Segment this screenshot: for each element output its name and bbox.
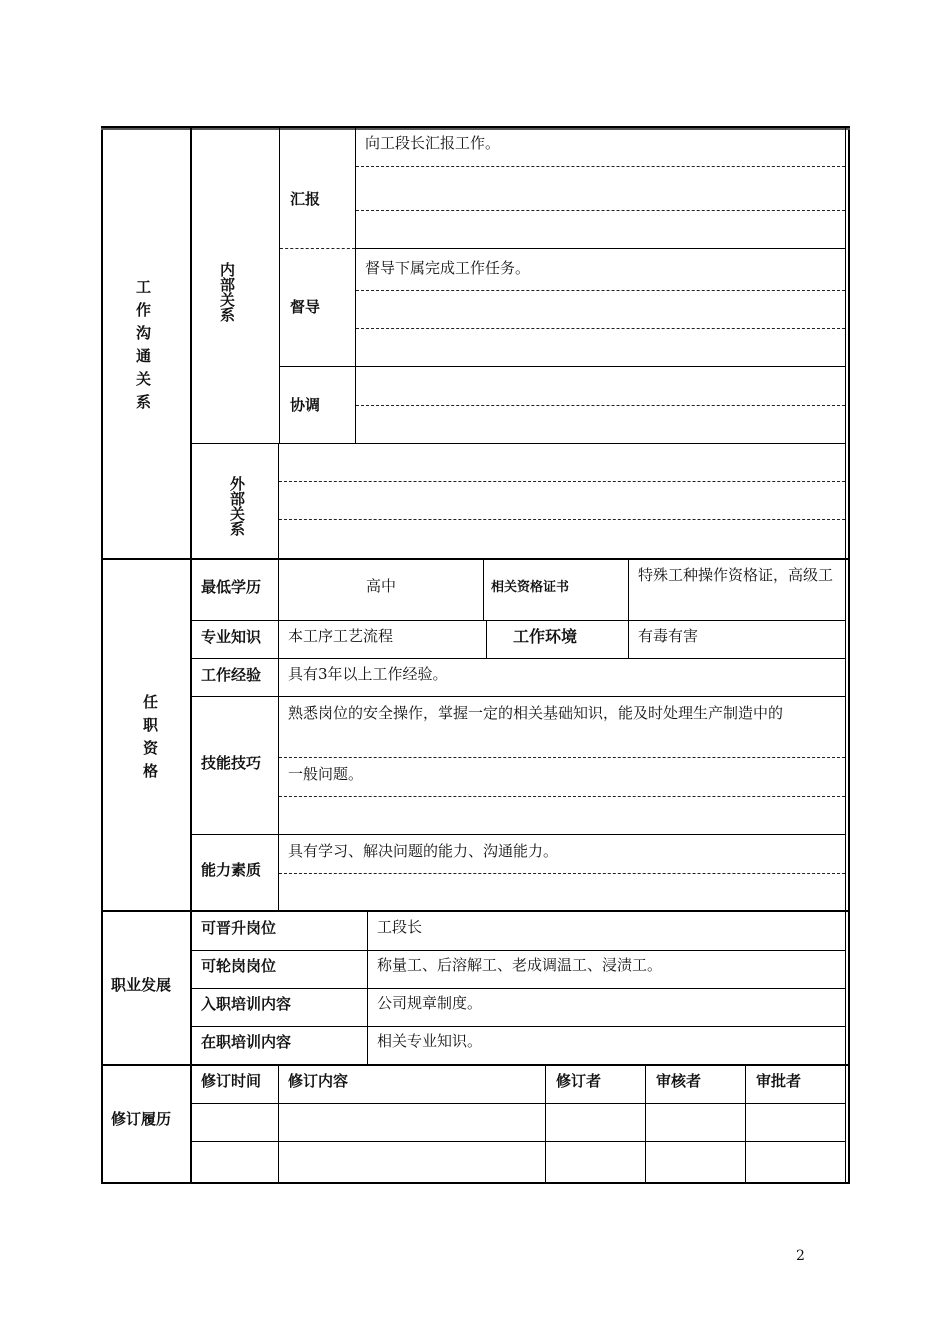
certificate-label: 相关资格证书 — [491, 580, 570, 595]
revision-header-time: 修订时间 — [201, 1072, 262, 1090]
supervise-line-1 — [356, 290, 845, 291]
environment-value: 有毒有害 — [638, 627, 699, 645]
report-line-1 — [356, 166, 845, 167]
skills-line-1: 熟悉岗位的安全操作，掌握一定的相关基础知识，能及时处理生产制造中的 — [288, 704, 784, 722]
career-label-1: 可轮岗岗位 — [201, 957, 277, 975]
revision-header-reviser: 修订者 — [556, 1072, 602, 1090]
certificate-value: 特殊工种操作资格证，高级工 — [638, 566, 834, 584]
career-label-0: 可晋升岗位 — [201, 919, 277, 937]
revision-row-2 — [192, 1141, 845, 1142]
education-label: 最低学历 — [201, 578, 262, 596]
experience-value: 具有3年以上工作经验。 — [288, 665, 448, 683]
revision-header-reviewer: 审核者 — [656, 1072, 702, 1090]
report-label: 汇报 — [290, 190, 321, 208]
coordinate-line-1 — [356, 405, 845, 406]
career-value-2: 公司规章制度。 — [377, 994, 483, 1012]
skills-line-2: 一般问题。 — [288, 765, 364, 783]
supervise-label: 督导 — [290, 298, 321, 316]
supervise-line-2 — [356, 328, 845, 329]
environment-label: 工作环境 — [513, 627, 578, 646]
external-line-1 — [279, 481, 845, 482]
revision-title: 修订履历 — [111, 1110, 172, 1128]
ability-value: 具有学习、解决问题的能力、沟通能力。 — [288, 842, 559, 860]
supervise-text: 督导下属完成工作任务。 — [365, 259, 531, 277]
communication-title: 工作沟通关系 — [134, 279, 152, 417]
external-line-2 — [279, 519, 845, 520]
external-relations-title: 外部关系 — [228, 476, 246, 536]
experience-label: 工作经验 — [201, 666, 262, 684]
internal-relations-title: 内部关系 — [218, 262, 236, 322]
career-label-2: 入职培训内容 — [201, 995, 292, 1013]
career-value-3: 相关专业知识。 — [377, 1032, 483, 1050]
coordinate-label: 协调 — [290, 396, 321, 414]
report-line-2 — [356, 210, 845, 211]
career-title: 职业发展 — [111, 976, 172, 994]
report-text: 向工段长汇报工作。 — [365, 134, 501, 152]
knowledge-label: 专业知识 — [201, 628, 262, 646]
revision-header-approver: 审批者 — [756, 1072, 802, 1090]
page-number: 2 — [796, 1248, 805, 1264]
knowledge-value: 本工序工艺流程 — [288, 627, 394, 645]
revision-header-content: 修订内容 — [288, 1072, 349, 1090]
revision-row-1 — [192, 1103, 845, 1104]
career-value-1: 称量工、后溶解工、老成调温工、浸渍工。 — [377, 956, 663, 974]
qualification-title: 任职资格 — [141, 694, 159, 786]
career-label-3: 在职培训内容 — [201, 1033, 292, 1051]
skills-label: 技能技巧 — [201, 754, 262, 772]
education-value: 高中 — [365, 577, 396, 595]
career-value-0: 工段长 — [377, 918, 423, 936]
ability-label: 能力素质 — [201, 861, 262, 879]
